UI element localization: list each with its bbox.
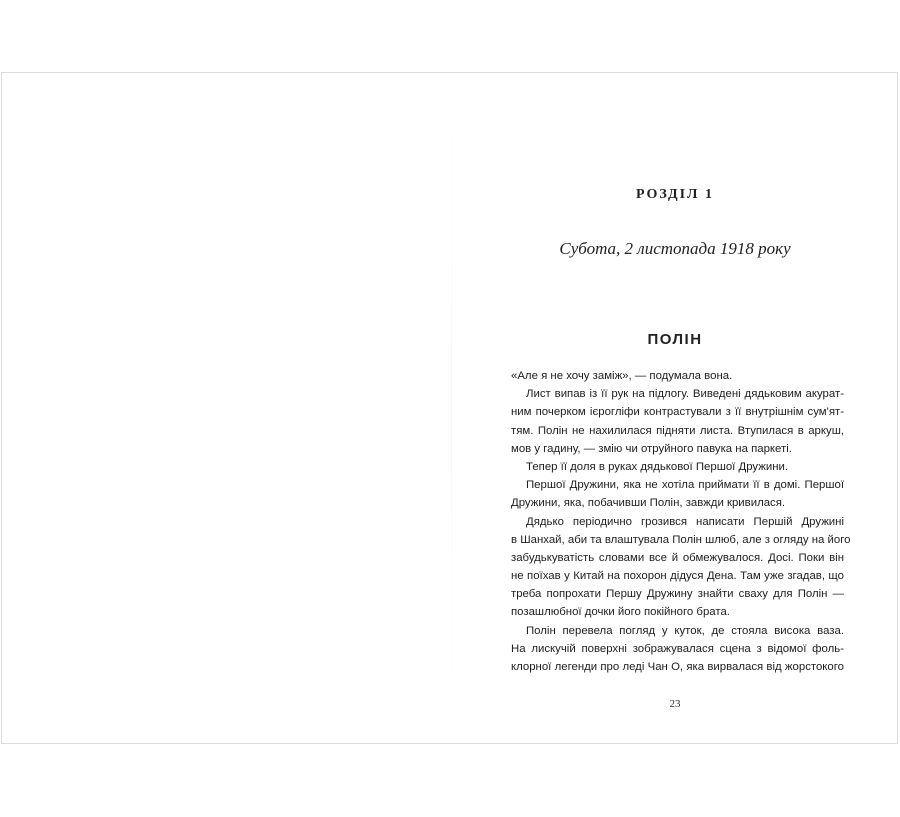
- page-number: 23: [669, 698, 681, 710]
- text-line: Полін перевела погляд у куток, де стояла висока ваза.: [526, 624, 844, 637]
- chapter-label: РОЗДІЛ 1: [636, 187, 714, 202]
- text-line: треба попрохати Першу Дружину знайти сваху для Полін —: [511, 588, 844, 601]
- text-line: забудькуватість словами все й обмежувалося. Досі. Поки він: [511, 551, 844, 564]
- chapter-date: Субота, 2 листопада 1918 року: [559, 239, 791, 258]
- book-spread: [1, 72, 898, 744]
- text-line: не поїхав у Китай на похорон дідуся Дена. Там уже згадав, що: [511, 570, 844, 583]
- text-line: Лист випав із її рук на підлогу. Виведені дядьковим акурат-: [526, 388, 844, 401]
- text-line: клорної легенди про леді Чан О, яка вирвалася від жорстокого: [511, 661, 844, 673]
- text-line: Дружини, яка, побачивши Полін, завжди кривилася.: [511, 497, 786, 510]
- text-line: На лискучій поверхні зображувалася сцена з відомої фоль-: [511, 642, 844, 655]
- text-line: Тепер її доля в руках дядькової Першої Дружини.: [526, 460, 789, 473]
- text-line: позашлюбної дочки його покійного брата.: [511, 606, 730, 619]
- body-text: [511, 367, 851, 676]
- text-line: мов у гадину, — змію чи отруйного павука на паркеті.: [511, 442, 792, 455]
- text-line: ним почерком ієрогліфи контрастували з її внутрішнім сум'ят-: [511, 406, 844, 419]
- text-line: в Шанхай, аби та влаштувала Полін шлюб, але з огляду на його: [511, 533, 851, 546]
- text-line: Першої Дружини, яка не хотіла приймати її в домі. Першої: [526, 479, 844, 492]
- right-page: [452, 73, 898, 743]
- text-line: Дядько періодично грозився написати Першій Дружині: [526, 515, 844, 528]
- text-line: «Але я не хочу заміж», — подумала вона.: [511, 370, 733, 382]
- text-line: тям. Полін не нахилилася підняти листа. Втупилася в аркуш,: [511, 424, 844, 437]
- section-title: ПОЛІН: [647, 331, 703, 348]
